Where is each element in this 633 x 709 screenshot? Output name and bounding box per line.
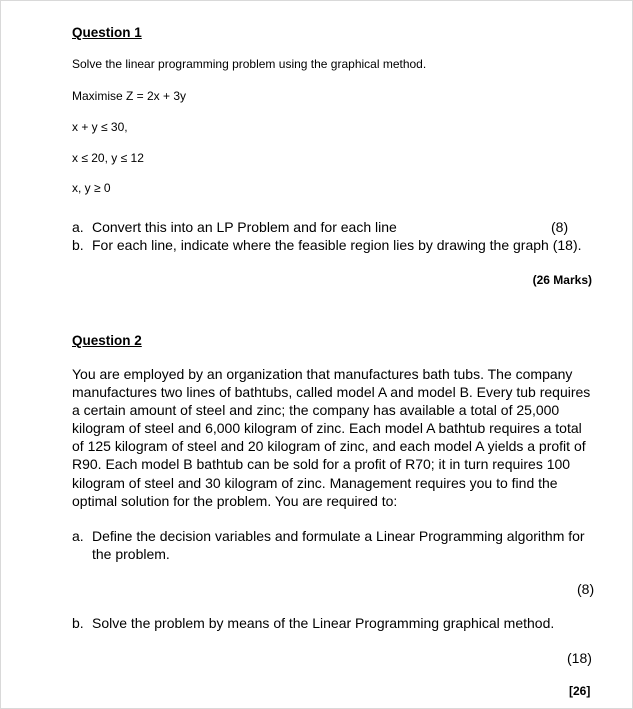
q2-item-b-text: Solve the problem by means of the Linear Programming graphical method. bbox=[92, 615, 555, 631]
q1-item-a-marks: (8) bbox=[551, 219, 569, 235]
q1-item-a bbox=[72, 219, 397, 235]
paragraph-line: You are employed by an organization that manufactures bath tubs. The company bbox=[72, 366, 573, 382]
paragraph-line: optimal solution for the problem. You are required to: bbox=[72, 492, 398, 509]
question-1-instruction: Solve the linear programming problem using the graphical method. bbox=[72, 57, 427, 71]
question-1-total: (26 Marks) bbox=[532, 273, 592, 287]
q2-item-a-line-2: the problem. bbox=[92, 546, 170, 562]
objective-function: Maximise Z = 2x + 3y bbox=[72, 89, 187, 103]
question-2-heading: Question 2 bbox=[72, 333, 142, 348]
paragraph-line: kilogram of steel and 6,000 kilogram of zinc. Each model A bathtub requires a total bbox=[72, 420, 582, 437]
paragraph-line: of 125 kilogram of steel and 20 kilogram of zinc, and each model A yields a profit of bbox=[72, 438, 586, 455]
paragraph-line: R90. Each model B bathtub can be sold for a profit of R70; it in turn requires 100 bbox=[72, 456, 571, 473]
paragraph-line: manufactures two lines of bathtubs, called model A and model B. Every tub requires bbox=[72, 384, 591, 401]
q2-item-a-line-1: Define the decision variables and formulate a Linear Programming algorithm for bbox=[92, 528, 585, 544]
q2-item-a-continued bbox=[92, 546, 170, 562]
q1-item-a-marker: a. bbox=[72, 219, 84, 235]
q2-item-a-marker: a. bbox=[72, 528, 84, 544]
q2-item-a-marks: (8) bbox=[577, 581, 595, 597]
paragraph-line: a certain amount of steel and zinc; the company has available a total of 25,000 bbox=[72, 402, 560, 419]
constraint-1: x + y ≤ 30, bbox=[72, 120, 128, 134]
paragraph-line: kilogram of steel and 30 kilogram of zinc. Management requires you to find the bbox=[72, 474, 558, 491]
question-2-paragraph bbox=[72, 365, 590, 510]
q2-item-b-marks: (18) bbox=[567, 650, 592, 666]
q1-item-b-text: For each line, indicate where the feasible region lies by drawing the graph (18). bbox=[92, 237, 582, 253]
q2-item-b-marker: b. bbox=[72, 615, 84, 631]
question-1-heading: Question 1 bbox=[72, 25, 142, 40]
q2-item-a bbox=[72, 528, 585, 544]
q1-item-b-marker: b. bbox=[72, 237, 84, 253]
question-2-total: [26] bbox=[569, 684, 591, 698]
constraint-2: x ≤ 20, y ≤ 12 bbox=[72, 151, 144, 165]
constraint-3: x, y ≥ 0 bbox=[72, 181, 111, 195]
q2-item-b bbox=[72, 615, 554, 631]
q1-item-a-text: Convert this into an LP Problem and for each line bbox=[92, 219, 397, 235]
q1-item-b bbox=[72, 237, 582, 253]
